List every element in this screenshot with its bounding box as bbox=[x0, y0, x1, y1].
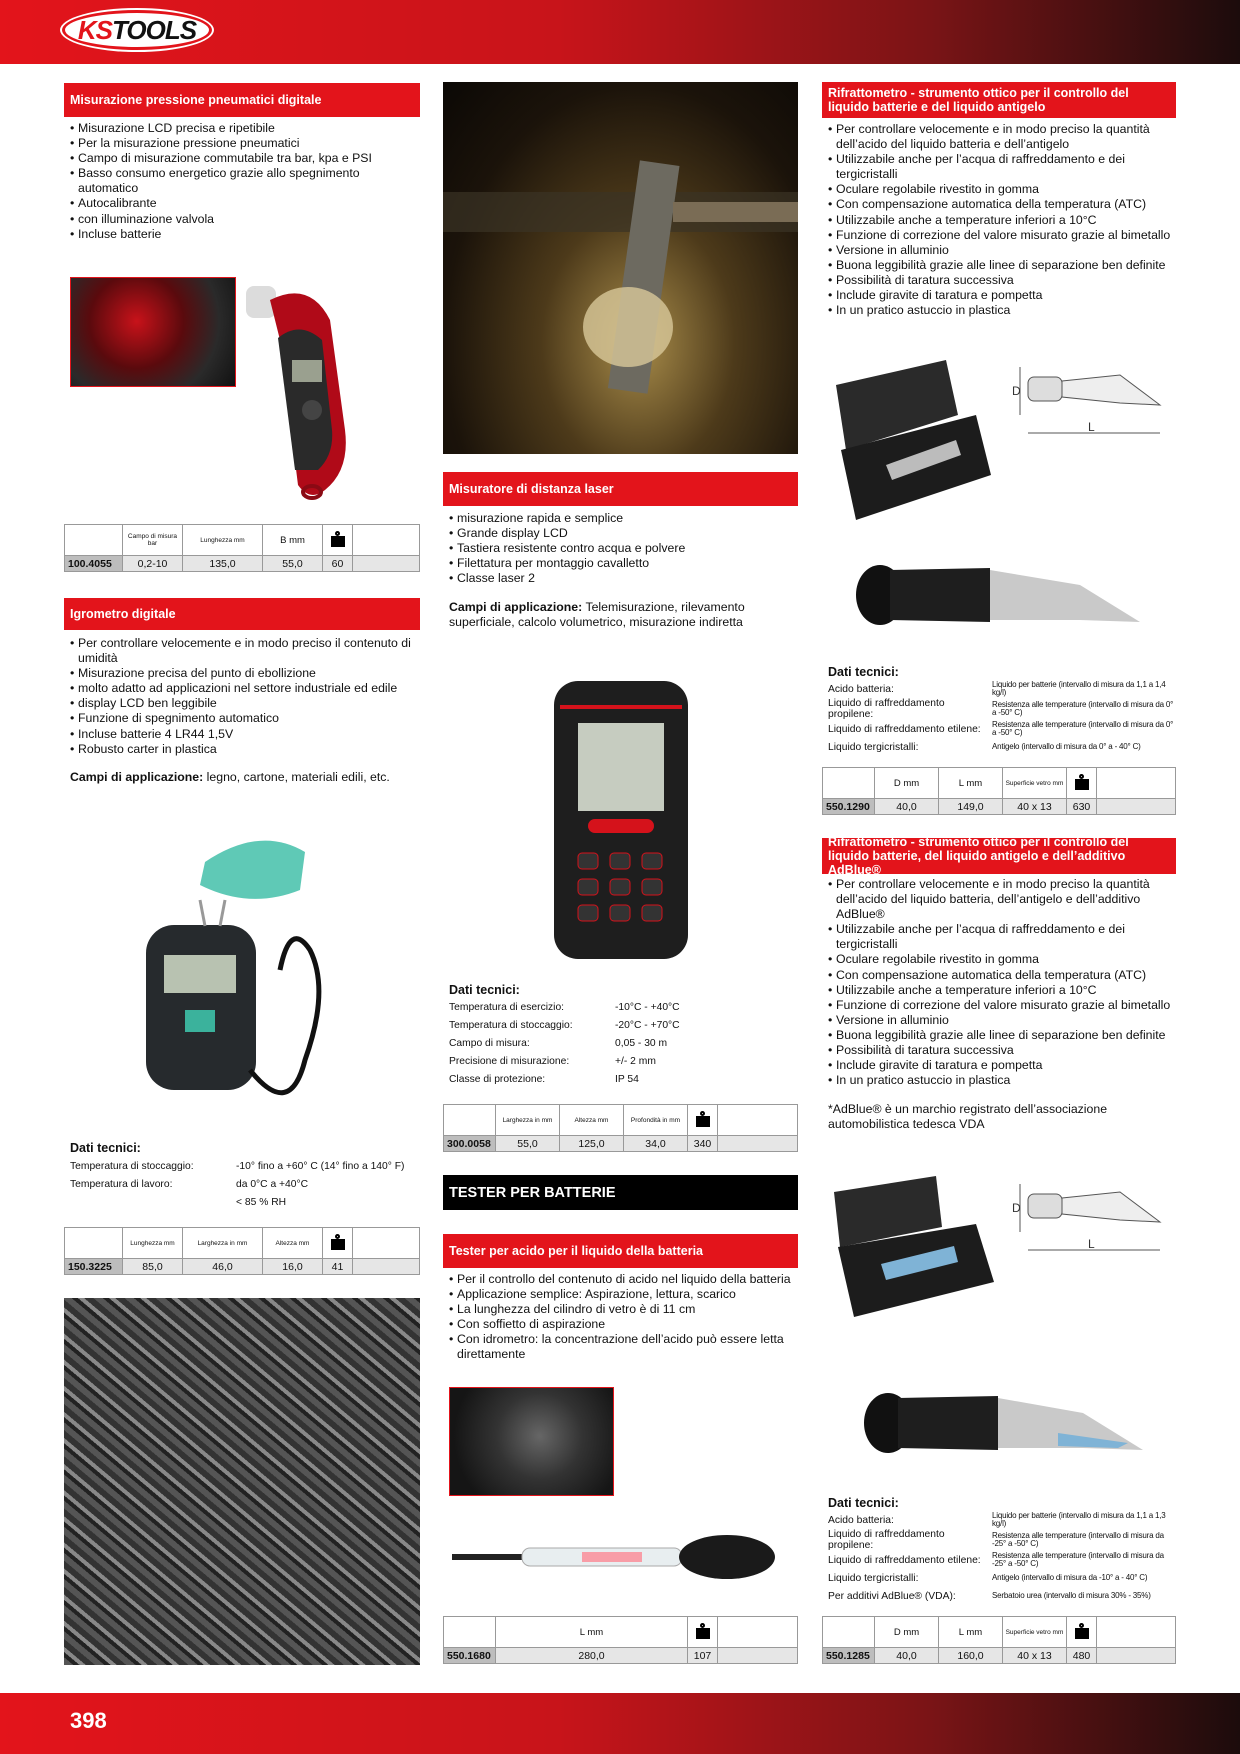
tech-data-row bbox=[449, 1016, 794, 1034]
article-number[interactable]: 550.1680 bbox=[444, 1648, 496, 1664]
spec-header: L mm bbox=[939, 1617, 1003, 1648]
bullet-item: • Per il controllo del contenuto di acido nel liquido della batteria bbox=[449, 1272, 794, 1287]
tech-data-value: Resistenza alle temperature (intervallo di misura da 0° a -50° C) bbox=[992, 700, 1174, 717]
refractometer-2-dimension-drawing bbox=[1010, 1172, 1170, 1262]
hygrometer-product-image bbox=[140, 830, 390, 1120]
bullet-item: • Incluse batterie 4 LR44 1,5V bbox=[70, 727, 415, 742]
tech-data-row bbox=[828, 680, 1176, 698]
tech-data-row bbox=[449, 1034, 794, 1052]
tech-data-label bbox=[70, 1193, 236, 1211]
spec-header: B mm bbox=[263, 525, 323, 556]
tech-data-label: Temperatura di stoccaggio: bbox=[70, 1160, 194, 1172]
spec-header: Lunghezza mm bbox=[123, 1228, 183, 1259]
section-title-laser: Misuratore di distanza laser bbox=[443, 472, 798, 506]
applications-label: Campi di applicazione: bbox=[70, 770, 204, 784]
spec-header: Altezza mm bbox=[263, 1228, 323, 1259]
bullet-item: • Misurazione LCD precisa e ripetibile bbox=[70, 121, 415, 136]
tyre-gauge-photo bbox=[70, 277, 236, 387]
tech-data-value: da 0°C a +40°C bbox=[236, 1178, 309, 1190]
spec-header: Profondità in mm bbox=[624, 1105, 688, 1136]
tech-data-label: Liquido di raffreddamento propilene: bbox=[828, 1529, 945, 1551]
bullet-item: • Per controllare velocemente e in modo preciso la quantità dell’acido del liquido batteria e dell’antigelo bbox=[828, 122, 1173, 152]
bullet-item: • In un pratico astuccio in plastica bbox=[828, 1073, 1173, 1088]
spec-cell: 149,0 bbox=[939, 799, 1003, 815]
spec-header: D mm bbox=[875, 1617, 939, 1648]
bullet-item: • Con soffietto di aspirazione bbox=[449, 1317, 794, 1332]
article-number[interactable]: 550.1285 bbox=[823, 1648, 875, 1664]
tech-data-row bbox=[828, 1551, 1176, 1569]
spec-cell: 0,2-10 bbox=[123, 556, 183, 572]
tech-data-row bbox=[828, 698, 1176, 720]
spec-header: Larghezza in mm bbox=[496, 1105, 560, 1136]
bullet-item: • Funzione di correzione del valore misurato grazie al bimetallo bbox=[828, 998, 1173, 1013]
section-title-hygrometer: Igrometro digitale bbox=[64, 598, 420, 630]
laser-tech-data bbox=[449, 998, 794, 1088]
bullet-item: • Autocalibrante bbox=[70, 196, 415, 211]
section-title-tyre-gauge: Misurazione pressione pneumatici digitale bbox=[64, 83, 420, 117]
article-number[interactable]: 150.3225 bbox=[65, 1259, 123, 1275]
spec-cell: 55,0 bbox=[263, 556, 323, 572]
tech-data-label: Classe di protezione: bbox=[449, 1073, 546, 1085]
tech-data-value: Resistenza alle temperature (intervallo di misura da 0° a -50° C) bbox=[992, 720, 1174, 737]
bullet-item: • con illuminazione valvola bbox=[70, 212, 415, 227]
tech-data-row bbox=[70, 1193, 420, 1211]
bullet-item: • Incluse batterie bbox=[70, 227, 415, 242]
bullet-item: • Basso consumo energetico grazie allo spegnimento automatico bbox=[70, 166, 415, 196]
bullet-item: • Buona leggibilità grazie alle linee di separazione ben definite bbox=[828, 1028, 1173, 1043]
spec-cell: 40,0 bbox=[875, 799, 939, 815]
refractometer-1-dimension-drawing bbox=[1010, 355, 1170, 445]
tech-data-label: Liquido di raffreddamento etilene: bbox=[828, 723, 981, 735]
dimension-d-label: D bbox=[1012, 1201, 1021, 1215]
spec-cell: 135,0 bbox=[183, 556, 263, 572]
spec-header: L mm bbox=[939, 768, 1003, 799]
section-title-acid-tester: Tester per acido per il liquido della batteria bbox=[443, 1234, 798, 1268]
bolts-photo bbox=[64, 1298, 420, 1665]
refractometer-1-product-image bbox=[850, 540, 1150, 650]
header-band bbox=[0, 0, 1240, 64]
weight-icon bbox=[1075, 1623, 1089, 1639]
hygrometer-tech-data bbox=[70, 1157, 420, 1211]
applications-text: Telemisurazione, rilevamento superficiale, calcolo volumetrico, misurazione indiretta bbox=[449, 600, 745, 630]
footer-band bbox=[0, 1693, 1240, 1754]
bullet-item: • Include giravite di taratura e pompetta bbox=[828, 1058, 1173, 1073]
laser-dati-title: Dati tecnici: bbox=[449, 983, 520, 997]
spec-cell: 40 x 13 bbox=[1003, 799, 1067, 815]
tech-data-value: IP 54 bbox=[615, 1073, 639, 1085]
weight-icon bbox=[696, 1111, 710, 1127]
bullet-item: • Buona leggibilità grazie alle linee di separazione ben definite bbox=[828, 258, 1173, 273]
laser-spec-table bbox=[443, 1104, 798, 1152]
spec-header: L mm bbox=[496, 1617, 688, 1648]
bullet-item: • Utilizzabile anche a temperature inferiori a 10°C bbox=[828, 213, 1173, 228]
refractometer-1-bullets bbox=[828, 122, 1173, 318]
tech-data-row bbox=[828, 1587, 1176, 1605]
tech-data-label: Acido batteria: bbox=[828, 1514, 894, 1526]
weight-icon bbox=[696, 1623, 710, 1639]
bullet-item: • Robusto carter in plastica bbox=[70, 742, 415, 757]
spec-cell: 280,0 bbox=[496, 1648, 688, 1664]
tech-data-label: Liquido tergicristalli: bbox=[828, 1572, 919, 1584]
acid-tester-photo bbox=[449, 1387, 614, 1496]
refractometer-1-case-image bbox=[826, 355, 994, 525]
tech-data-label: Liquido di raffreddamento propilene: bbox=[828, 698, 945, 720]
spec-cell: 60 bbox=[323, 556, 353, 572]
bullet-item: • Con idrometro: la concentrazione dell’acido può essere letta direttamente bbox=[449, 1332, 794, 1362]
bullet-item: • Campo di misurazione commutabile tra bar, kpa e PSI bbox=[70, 151, 415, 166]
spec-header: Altezza mm bbox=[560, 1105, 624, 1136]
bullet-item: • Tastiera resistente contro acqua e polvere bbox=[449, 541, 794, 556]
spec-cell: 41 bbox=[323, 1259, 353, 1275]
laser-measure-product-image bbox=[548, 675, 694, 965]
bullet-item: • Utilizzabile anche per l’acqua di raffreddamento e dei tergicristalli bbox=[828, 922, 1173, 952]
spec-header: Superficie vetro mm bbox=[1003, 768, 1067, 799]
tech-data-label: Temperatura di lavoro: bbox=[70, 1178, 173, 1190]
hygrometer-applications bbox=[70, 770, 415, 785]
logo-text-2: TOOLS bbox=[112, 14, 197, 45]
tech-data-label: Temperatura di stoccaggio: bbox=[449, 1019, 573, 1031]
hygrometer-spec-table bbox=[64, 1227, 420, 1275]
weight-icon bbox=[331, 531, 345, 547]
acid-tester-product-image bbox=[452, 1530, 792, 1586]
tyre-gauge-product-image bbox=[240, 280, 360, 510]
tech-data-value: < 85 % RH bbox=[236, 1196, 287, 1208]
applications-text: legno, cartone, materiali edili, etc. bbox=[203, 770, 390, 784]
refractometer-2-dati-title: Dati tecnici: bbox=[828, 1496, 899, 1510]
tech-data-row bbox=[828, 1569, 1176, 1587]
weight-icon bbox=[331, 1234, 345, 1250]
tech-data-row bbox=[828, 1511, 1176, 1529]
bullet-item: • Filettatura per montaggio cavalletto bbox=[449, 556, 794, 571]
spec-cell: 85,0 bbox=[123, 1259, 183, 1275]
bullet-item: • Per controllare velocemente e in modo preciso il contenuto di umidità bbox=[70, 636, 415, 666]
bullet-item: • Utilizzabile anche per l’acqua di raffreddamento e dei tergicristalli bbox=[828, 152, 1173, 182]
tech-data-row bbox=[70, 1175, 420, 1193]
hygrometer-dati-title: Dati tecnici: bbox=[70, 1141, 141, 1155]
bullet-item: • Funzione di spegnimento automatico bbox=[70, 711, 415, 726]
logo-text: KS bbox=[77, 14, 113, 45]
tech-data-row bbox=[828, 1529, 1176, 1551]
refractometer-2-product-image bbox=[858, 1368, 1148, 1478]
tech-data-row bbox=[828, 738, 1176, 756]
tech-data-row bbox=[449, 1052, 794, 1070]
tech-data-label: Campo di misura: bbox=[449, 1037, 530, 1049]
bullet-item: • La lunghezza del cilindro di vetro è di 11 cm bbox=[449, 1302, 794, 1317]
section-title-refractometer-2: Rifrattometro - strumento ottico per il controllo del liquido batterie, del liquido antigelo e dell’additivo AdBlue® bbox=[822, 838, 1176, 874]
laser-applications bbox=[449, 600, 797, 630]
bullet-item: • molto adatto ad applicazioni nel settore industriale ed edile bbox=[70, 681, 415, 696]
laser-measure-photo bbox=[443, 82, 798, 454]
refractometer-2-spec-table bbox=[822, 1616, 1176, 1664]
refractometer-2-tech-data bbox=[828, 1511, 1176, 1605]
spec-header: D mm bbox=[875, 768, 939, 799]
bullet-item: • Versione in alluminio bbox=[828, 243, 1173, 258]
refractometer-2-case-image bbox=[826, 1172, 998, 1322]
bullet-item: • Per controllare velocemente e in modo preciso la quantità dell’acido del liquido batteria, dell’antigelo e dell’additivo AdBlue® bbox=[828, 877, 1173, 922]
tech-data-value: Liquido per batterie (intervallo di misura da 1,1 a 1,4 kg/l) bbox=[992, 680, 1166, 697]
tech-data-label: Liquido tergicristalli: bbox=[828, 741, 919, 753]
bullet-item: • Include giravite di taratura e pompetta bbox=[828, 288, 1173, 303]
tech-data-value: -10°C - +40°C bbox=[615, 1001, 680, 1013]
tech-data-value: Antigelo (intervallo di misura da 0° a - 40° C) bbox=[992, 742, 1141, 751]
article-number[interactable]: 550.1290 bbox=[823, 799, 875, 815]
dimension-l-label: L bbox=[1088, 1237, 1095, 1251]
acid-tester-spec-table bbox=[443, 1616, 798, 1664]
spec-header: Campo di misura bar bbox=[123, 525, 183, 556]
weight-icon bbox=[1075, 774, 1089, 790]
tech-data-value: -10° fino a +60° C (14° fino a 140° F) bbox=[236, 1160, 405, 1172]
spec-cell: 480 bbox=[1067, 1648, 1097, 1664]
bullet-item: • Applicazione semplice: Aspirazione, lettura, scarico bbox=[449, 1287, 794, 1302]
tech-data-row bbox=[70, 1157, 420, 1175]
applications-label: Campi di applicazione: bbox=[449, 600, 583, 614]
tech-data-label: Precisione di misurazione: bbox=[449, 1055, 570, 1067]
tech-data-value: Serbatoio urea (intervallo di misura 30% - 35%) bbox=[992, 1591, 1151, 1600]
spec-cell: 107 bbox=[688, 1648, 718, 1664]
spec-cell: 40,0 bbox=[875, 1648, 939, 1664]
spec-cell: 46,0 bbox=[183, 1259, 263, 1275]
category-title: TESTER PER BATTERIE bbox=[443, 1175, 798, 1210]
tech-data-label: Acido batteria: bbox=[828, 683, 894, 695]
bullet-item: • Con compensazione automatica della temperatura (ATC) bbox=[828, 968, 1173, 983]
tech-data-row bbox=[828, 720, 1176, 738]
bullet-item: • Utilizzabile anche a temperature inferiori a 10°C bbox=[828, 983, 1173, 998]
bullet-item: • Misurazione precisa del punto di ebollizione bbox=[70, 666, 415, 681]
bullet-item: • Versione in alluminio bbox=[828, 1013, 1173, 1028]
tech-data-value: Resistenza alle temperature (intervallo di misura da -25° a -50° C) bbox=[992, 1531, 1164, 1548]
bullet-item: • Con compensazione automatica della temperatura (ATC) bbox=[828, 197, 1173, 212]
bullet-item: • In un pratico astuccio in plastica bbox=[828, 303, 1173, 318]
refractometer-1-tech-data bbox=[828, 680, 1176, 756]
tech-data-label: Temperatura di esercizio: bbox=[449, 1001, 565, 1013]
bullet-item: • Oculare regolabile rivestito in gomma bbox=[828, 952, 1173, 967]
spec-cell: 160,0 bbox=[939, 1648, 1003, 1664]
spec-cell: 340 bbox=[688, 1136, 718, 1152]
article-number[interactable]: 300.0058 bbox=[444, 1136, 496, 1152]
spec-cell: 125,0 bbox=[560, 1136, 624, 1152]
tech-data-value: Resistenza alle temperature (intervallo di misura da -25° a -50° C) bbox=[992, 1551, 1164, 1568]
tech-data-row bbox=[449, 1070, 794, 1088]
bullet-item: • misurazione rapida e semplice bbox=[449, 511, 794, 526]
tech-data-row bbox=[449, 998, 794, 1016]
tech-data-value: Antigelo (intervallo di misura da -10° a - 40° C) bbox=[992, 1573, 1148, 1582]
article-number[interactable]: 100.4055 bbox=[65, 556, 123, 572]
bullet-item: • Grande display LCD bbox=[449, 526, 794, 541]
tyre-gauge-spec-table bbox=[64, 524, 420, 572]
refractometer-1-spec-table bbox=[822, 767, 1176, 815]
tech-data-value: +/- 2 mm bbox=[615, 1055, 656, 1067]
bullet-item: • Possibilità di taratura successiva bbox=[828, 273, 1173, 288]
ks-tools-logo[interactable] bbox=[62, 10, 212, 50]
refractometer-2-bullets bbox=[828, 877, 1173, 1088]
tech-data-label: Per additivi AdBlue® (VDA): bbox=[828, 1590, 956, 1602]
bullet-item: • Possibilità di taratura successiva bbox=[828, 1043, 1173, 1058]
tech-data-value: Liquido per batterie (intervallo di misura da 1,1 a 1,3 kg/l) bbox=[992, 1511, 1166, 1528]
spec-cell: 630 bbox=[1067, 799, 1097, 815]
tech-data-label: Liquido di raffreddamento etilene: bbox=[828, 1554, 981, 1566]
bullet-item: • Per la misurazione pressione pneumatici bbox=[70, 136, 415, 151]
laser-bullets bbox=[449, 511, 794, 586]
spec-cell: 40 x 13 bbox=[1003, 1648, 1067, 1664]
dimension-d-label: D bbox=[1012, 384, 1021, 398]
bullet-item: • Oculare regolabile rivestito in gomma bbox=[828, 182, 1173, 197]
acid-tester-bullets bbox=[449, 1272, 794, 1363]
spec-header: Lunghezza mm bbox=[183, 525, 263, 556]
hygrometer-bullets bbox=[70, 636, 415, 757]
tech-data-value: -20°C - +70°C bbox=[615, 1019, 680, 1031]
tyre-gauge-bullets bbox=[70, 121, 415, 242]
adblue-note: *AdBlue® è un marchio registrato dell’associazione automobilistica tedesca VDA bbox=[828, 1102, 1108, 1132]
bullet-item: • Classe laser 2 bbox=[449, 571, 794, 586]
refractometer-1-dati-title: Dati tecnici: bbox=[828, 665, 899, 679]
dimension-l-label: L bbox=[1088, 420, 1095, 434]
bullet-item: • Funzione di correzione del valore misurato grazie al bimetallo bbox=[828, 228, 1173, 243]
spec-header: Superficie vetro mm bbox=[1003, 1617, 1067, 1648]
section-title-refractometer-1: Rifrattometro - strumento ottico per il controllo del liquido batterie e del liquido antigelo bbox=[822, 82, 1176, 118]
spec-cell: 16,0 bbox=[263, 1259, 323, 1275]
page-number: 398 bbox=[70, 1708, 107, 1733]
spec-cell: 55,0 bbox=[496, 1136, 560, 1152]
spec-cell: 34,0 bbox=[624, 1136, 688, 1152]
bullet-item: • display LCD ben leggibile bbox=[70, 696, 415, 711]
tech-data-value: 0,05 - 30 m bbox=[615, 1037, 668, 1049]
spec-header: Larghezza in mm bbox=[183, 1228, 263, 1259]
